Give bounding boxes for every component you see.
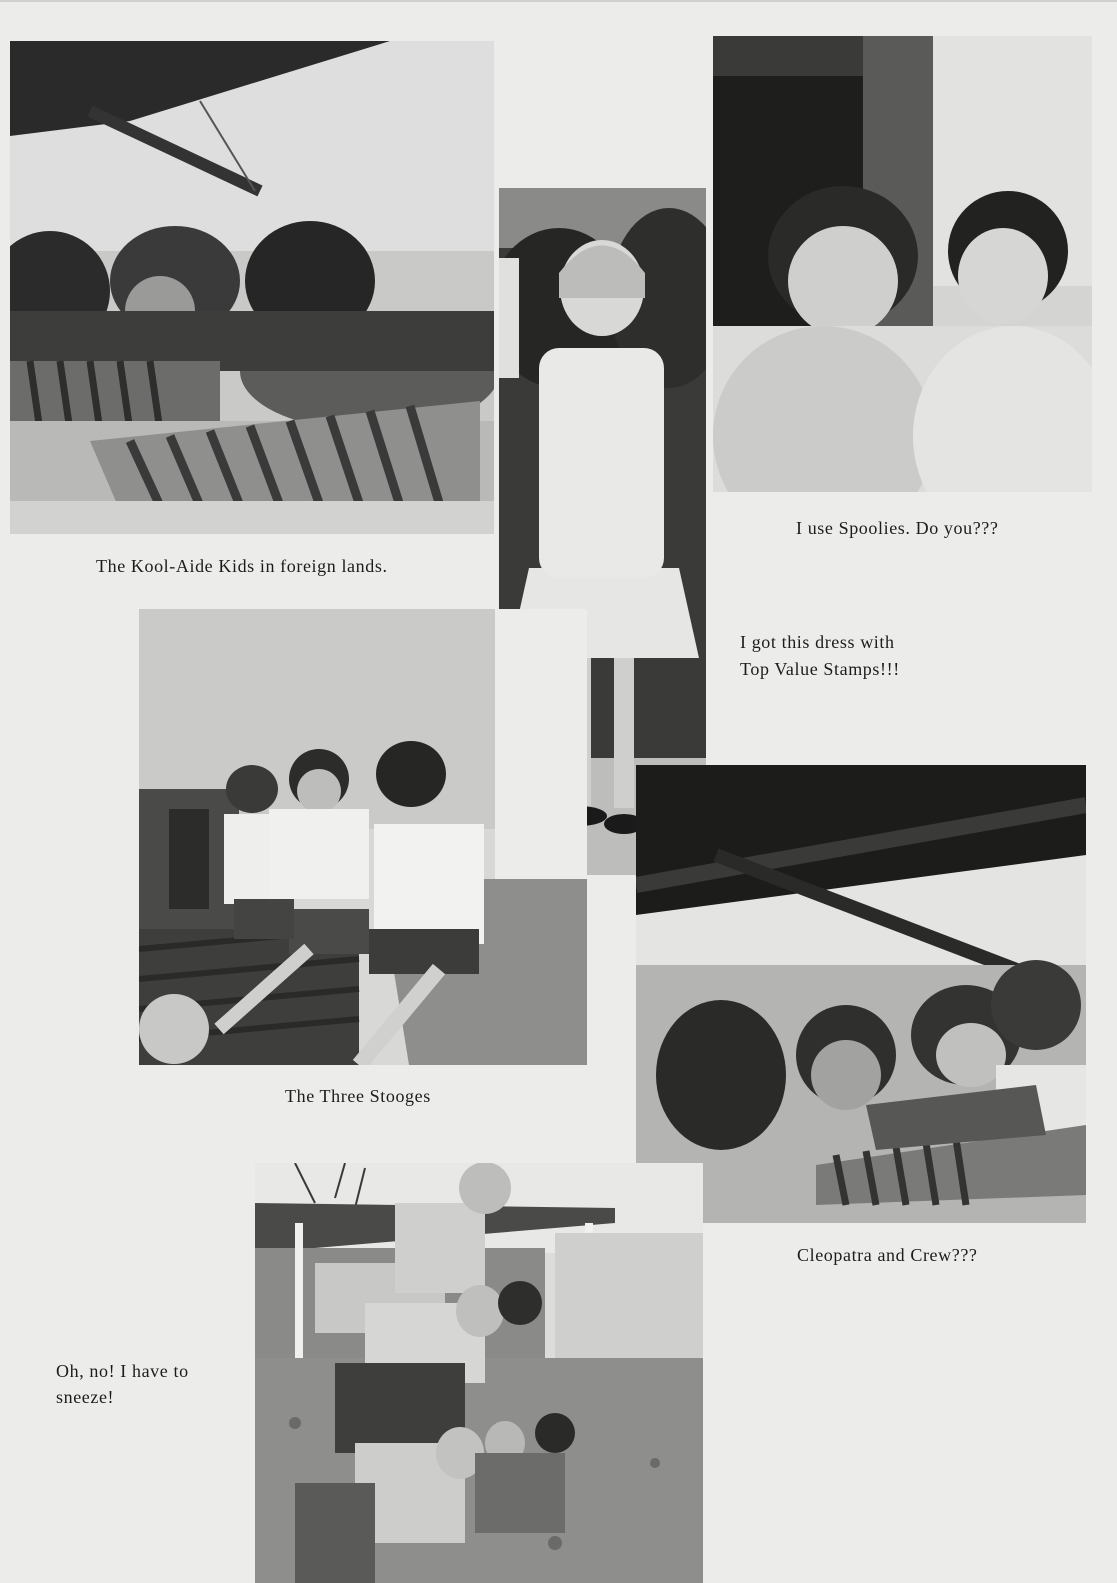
photo-three-stooges	[139, 609, 587, 1065]
caption-sneeze-line-1: Oh, no! I have to	[56, 1361, 189, 1381]
photo-human-pyramid	[255, 1163, 703, 1583]
caption-sneeze-line-2: sneeze!	[56, 1387, 115, 1407]
page-top-edge	[0, 0, 1117, 2]
caption-three-stooges: The Three Stooges	[285, 1086, 431, 1106]
caption-cleopatra-and-crew: Cleopatra and Crew???	[797, 1245, 978, 1265]
caption-dress-line-2: Top Value Stamps!!!	[740, 659, 900, 679]
photo-cleopatra-and-crew	[636, 765, 1086, 1223]
caption-spoolies: I use Spoolies. Do you???	[796, 518, 999, 538]
photo-kool-aide-kids	[10, 41, 494, 534]
caption-kool-aide-kids: The Kool-Aide Kids in foreign lands.	[96, 556, 388, 576]
photo-spoolies	[713, 36, 1092, 492]
caption-dress-line-1: I got this dress with	[740, 632, 895, 652]
